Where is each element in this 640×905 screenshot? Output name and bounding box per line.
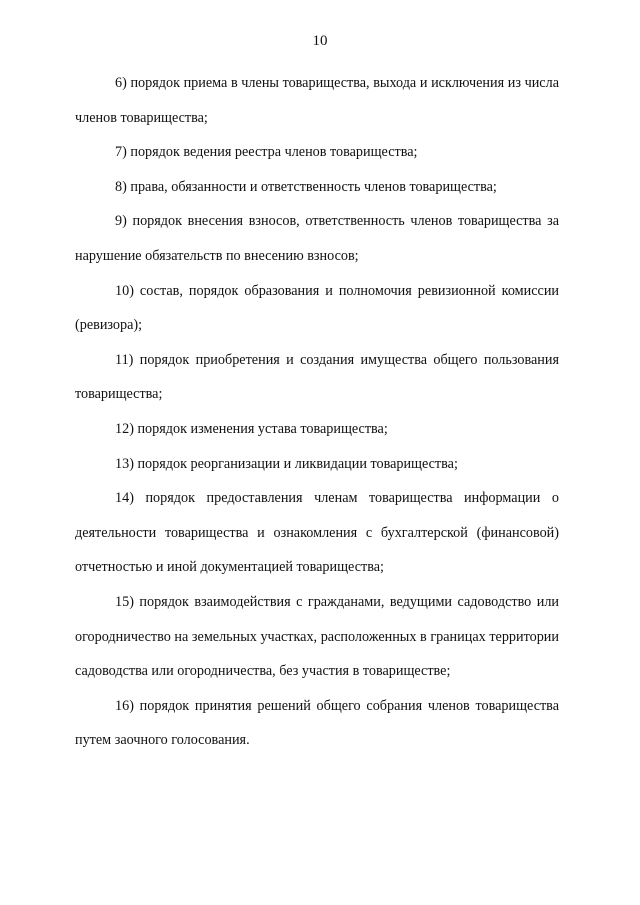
page-number: 10 xyxy=(312,33,328,49)
paragraph-item-15: 15) порядок взаимодействия с гражданами, ведущими садоводство или огородничество на земельных участках, расположенных в границах территории садоводства или огородничества, без участия в товариществе; xyxy=(75,593,559,680)
paragraph-item-14: 14) порядок предоставления членам товарищества информации о деятельности товарищества и ознакомления с бухгалтерской (финансовой) отчетностью и иной документацией товарищества; xyxy=(75,490,559,576)
paragraph-item-16: 16) порядок принятия решений общего собрания членов товарищества путем заочного голосования. xyxy=(75,697,559,749)
paragraph-item-10: 10) состав, порядок образования и полномочия ревизионной комиссии (ревизора); xyxy=(75,282,559,334)
paragraph-item-6: 6) порядок приема в члены товарищества, выхода и исключения из числа членов товарищества; xyxy=(75,75,559,126)
paragraph-item-12: 12) порядок изменения устава товарищества; xyxy=(115,420,388,437)
paragraph-item-9: 9) порядок внесения взносов, ответственность членов товарищества за нарушение обязательств по внесению взносов; xyxy=(75,213,559,264)
paragraph-item-13: 13) порядок реорганизации и ликвидации товарищества; xyxy=(115,455,458,472)
paragraph-item-8: 8) права, обязанности и ответственность членов товарищества; xyxy=(115,178,497,195)
paragraph-item-11: 11) порядок приобретения и создания имущества общего пользования товарищества; xyxy=(75,351,559,403)
paragraph-item-7: 7) порядок ведения реестра членов товарищества; xyxy=(115,144,418,161)
document-body xyxy=(75,66,559,758)
